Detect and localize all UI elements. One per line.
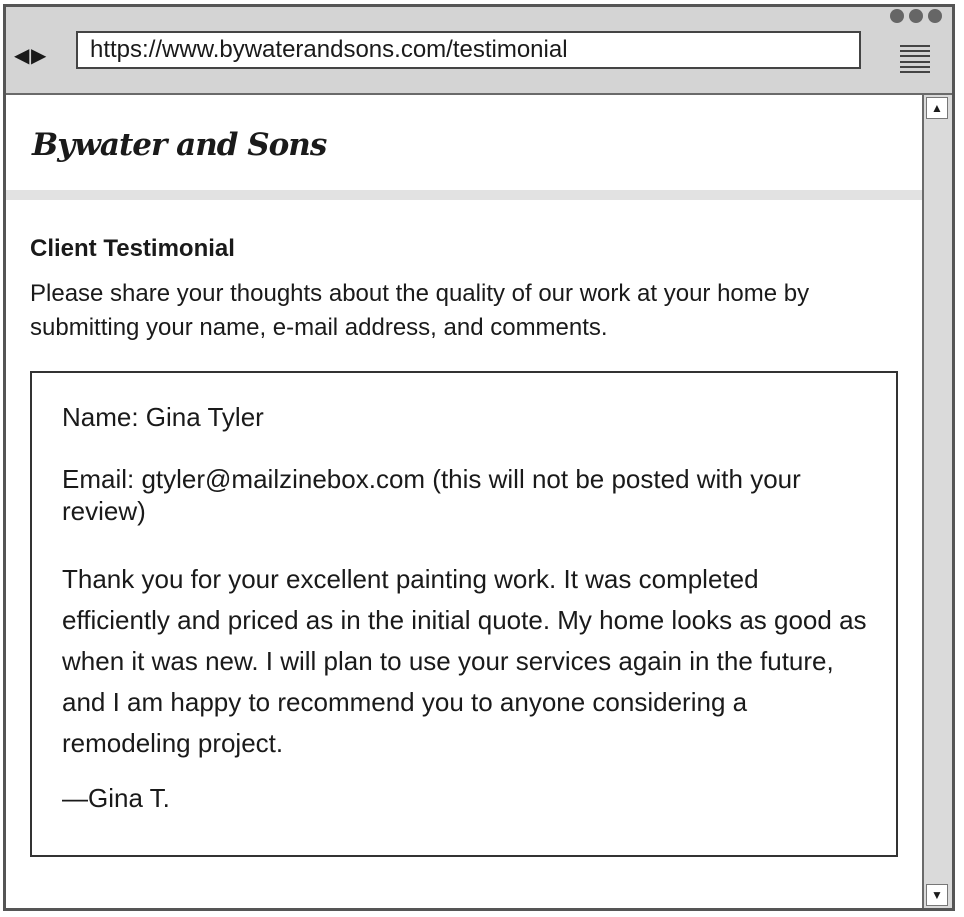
- testimonial-signature: —Gina T.: [62, 783, 170, 813]
- menu-line: [900, 66, 930, 68]
- back-arrow-icon[interactable]: ◀: [14, 45, 28, 67]
- forward-arrow-icon[interactable]: ▶: [30, 45, 45, 67]
- dot-icon: [909, 9, 923, 23]
- menu-line: [900, 61, 930, 63]
- browser-window: [3, 4, 955, 911]
- testimonial-comment: Thank you for your excellent painting work. It was completed efficiently and priced as in the initial quote. My home looks as good as when it was new. I will plan to use your services again in the future, and I am happy to recommend you to anyone considering a remodeling project.: [62, 564, 867, 758]
- menu-line: [900, 71, 930, 73]
- scroll-up-icon[interactable]: ▲: [926, 97, 948, 119]
- site-header: [6, 95, 922, 200]
- scroll-down-icon[interactable]: ▼: [926, 884, 948, 906]
- testimonial-box: [30, 371, 898, 857]
- testimonial-email: Email: gtyler@mailzinebox.com (this will not be posted with your review): [62, 464, 801, 526]
- site-title: Bywater and Sons: [32, 127, 327, 163]
- page-content: [6, 95, 922, 908]
- window-dots-icon[interactable]: [890, 9, 942, 23]
- menu-line: [900, 50, 930, 52]
- dot-icon: [890, 9, 904, 23]
- intro-text: Please share your thoughts about the quality of our work at your home by submitting your name, e-mail address, and comments.: [30, 280, 810, 341]
- dot-icon: [928, 9, 942, 23]
- hamburger-menu-icon[interactable]: [900, 45, 930, 73]
- menu-line: [900, 45, 930, 47]
- browser-toolbar: [6, 7, 952, 95]
- nav-arrows: [14, 43, 44, 68]
- menu-line: [900, 55, 930, 57]
- address-bar[interactable]: https://www.bywaterandsons.com/testimonial: [76, 31, 861, 69]
- page-heading: Client Testimonial: [30, 235, 235, 262]
- testimonial-name: Name: Gina Tyler: [62, 402, 264, 432]
- vertical-scrollbar[interactable]: [922, 95, 952, 908]
